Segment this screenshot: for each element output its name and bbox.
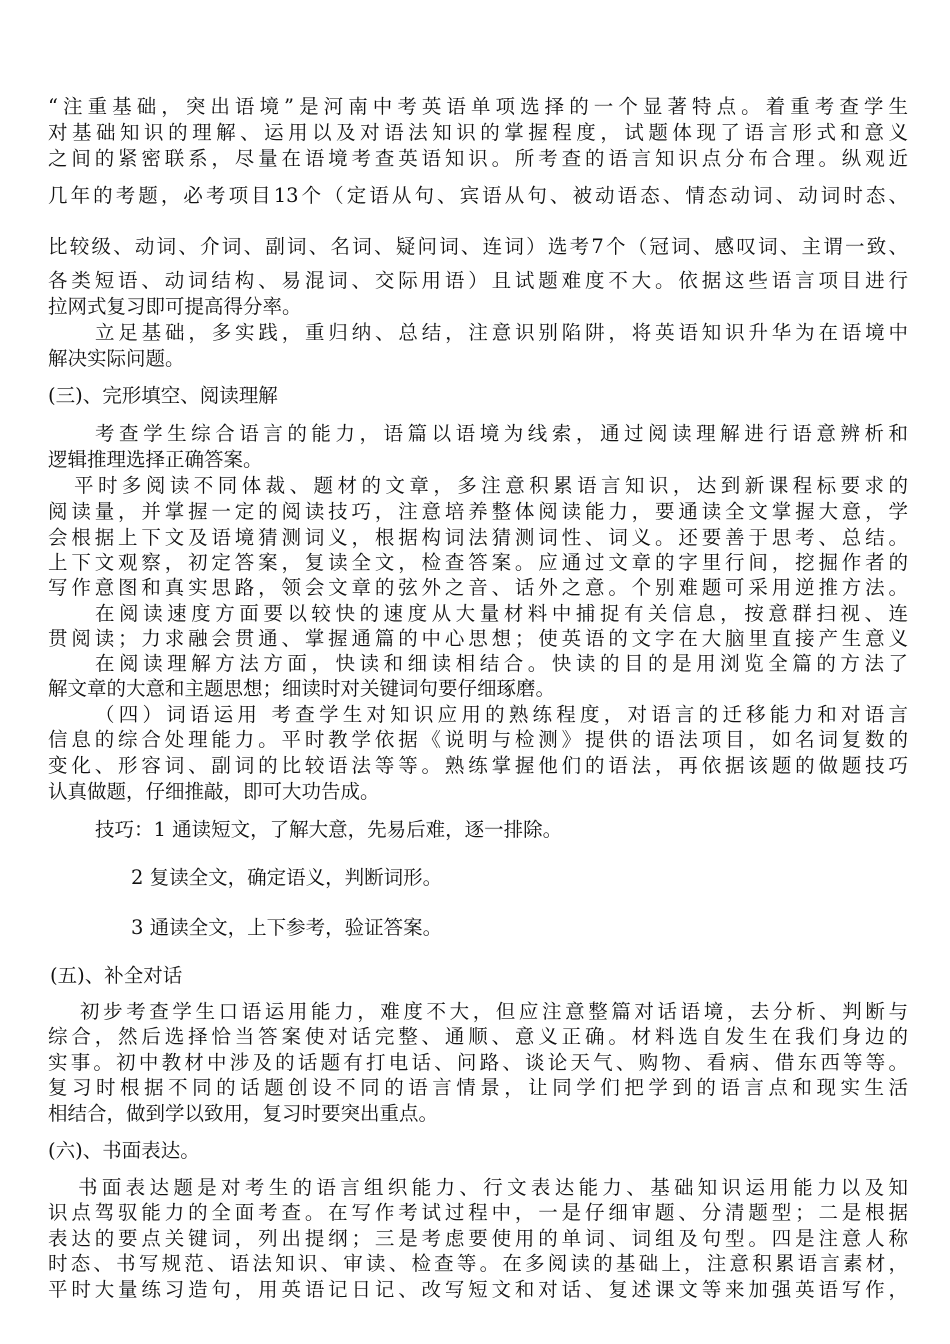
paragraph-line: 解文章的大意和主题思想；细读时对关键词句要仔细琢磨。 [48,677,556,700]
paragraph-line: 在阅读理解方法方面，快读和细读相结合。快读的目的是用浏览全篇的方法了 [95,652,908,675]
paragraph-line: 书面表达题是对考生的语言组织能力、行文表达能力、基础知识运用能力以及知 [78,1176,908,1199]
section-heading: (五)、补全对话 [50,964,183,987]
paragraph-line: 写作意图和真实思路，领会文章的弦外之音、话外之意。个别难题可采用逆推方法。 [48,576,908,599]
tips-line: 3 通读全文，上下参考，验证答案。 [131,916,443,939]
paragraph-line: 会根据上下文及语境猜测词义，根据构词法猜测词性、词义。还要善于思考、总结。 [48,526,908,549]
paragraph-line: 解决实际问题。 [48,347,185,370]
paragraph-line: 立足基础，多实践，重归纳、总结，注意识别陷阱，将英语知识升华为在语境中 [95,321,908,344]
paragraph-line: 平时多阅读不同体裁、题材的文章，多注意积累语言知识，达到新课程标要求的 [74,474,908,497]
paragraph-line: 各类短语、动词结构、易混词、交际用语）且试题难度不大。依据这些语言项目进行 [48,269,908,292]
paragraph-line: 识点驾驭能力的全面考查。在写作考试过程中，一是仔细审题、分清题型；二是根据 [48,1201,908,1224]
paragraph-line: 考查学生综合语言的能力，语篇以语境为线索，通过阅读理解进行语意辨析和 [95,422,908,445]
paragraph-line: （四）词语运用 考查学生对知识应用的熟练程度，对语言的迁移能力和对语言 [95,703,908,726]
paragraph-line: 上下文观察，初定答案，复读全文，检查答案。应通过文章的字里行间，挖掘作者的 [48,551,908,574]
paragraph-line: 对基础知识的理解、运用以及对语法知识的掌握程度，试题体现了语言形式和意义 [48,121,908,144]
paragraph-line: 实事。初中教材中涉及的话题有打电话、问路、谈论天气、购物、看病、借东西等等。 [48,1051,908,1074]
paragraph-line: 相结合，做到学以致用，复习时要突出重点。 [48,1102,439,1125]
section-heading: (六)、书面表达。 [48,1139,200,1162]
paragraph-line: 复习时根据不同的话题创设不同的语言情景，让同学们把学到的语言点和现实生活 [48,1076,908,1099]
paragraph-line: 在阅读速度方面要以较快的速度从大量材料中捕捉有关信息，按意群扫视、连 [95,602,908,625]
paragraph-line: 拉网式复习即可提高得分率。 [48,295,302,318]
tips-line: 技巧：1 通读短文，了解大意，先易后难，逐一排除。 [95,818,563,841]
paragraph-line: 贯阅读；力求融会贯通、掌握通篇的中心思想；使英语的文字在大脑里直接产生意义 [48,627,908,650]
paragraph-line: 逻辑推理选择正确答案。 [48,448,263,471]
tips-line: 2 复读全文，确定语义，判断词形。 [131,866,443,889]
paragraph-line: 信息的综合处理能力。平时教学依据《说明与检测》提供的语法项目，如名词复数的 [48,728,908,751]
paragraph-line: 时态、书写规范、语法知识、审读、检查等。在多阅读的基础上，注意积累语言素材， [48,1252,908,1275]
paragraph-line: 之间的紧密联系，尽量在语境考查英语知识。所考查的语言知识点分布合理。纵观近 [48,147,908,170]
paragraph-line: 比较级、动词、介词、副词、名词、疑问词、连词）选考7个（冠词、感叹词、主谓一致、 [48,235,908,258]
paragraph-line: 综合，然后选择恰当答案使对话完整、通顺、意义正确。材料选自发生在我们身边的 [48,1025,908,1048]
paragraph-line: 阅读量，并掌握一定的阅读技巧，注意培养整体阅读能力，要通读全文掌握大意，学 [48,500,908,523]
paragraph-line: “注重基础，突出语境”是河南中考英语单项选择的一个显著特点。着重考查学生 [48,95,908,118]
paragraph-line: 表达的要点关键词，列出提纲；三是考虑要使用的单词、词组及句型。四是注意人称 [48,1227,908,1250]
paragraph-line: 变化、形容词、副词的比较语法等等。熟练掌握他们的语法，再依据该题的做题技巧 [48,754,908,777]
paragraph-line: 几年的考题，必考项目13个（定语从句、宾语从句、被动语态、情态动词、动词时态、 [48,184,908,207]
paragraph-line: 平时大量练习造句，用英语记日记、改写短文和对话、复述课文等来加强英语写作， [48,1278,908,1301]
paragraph-line: 初步考查学生口语运用能力，难度不大，但应注意整篇对话语境，去分析、判断与 [80,1000,908,1023]
paragraph-line: 认真做题，仔细推敲，即可大功告成。 [48,780,380,803]
section-heading: (三)、完形填空、阅读理解 [48,384,278,407]
